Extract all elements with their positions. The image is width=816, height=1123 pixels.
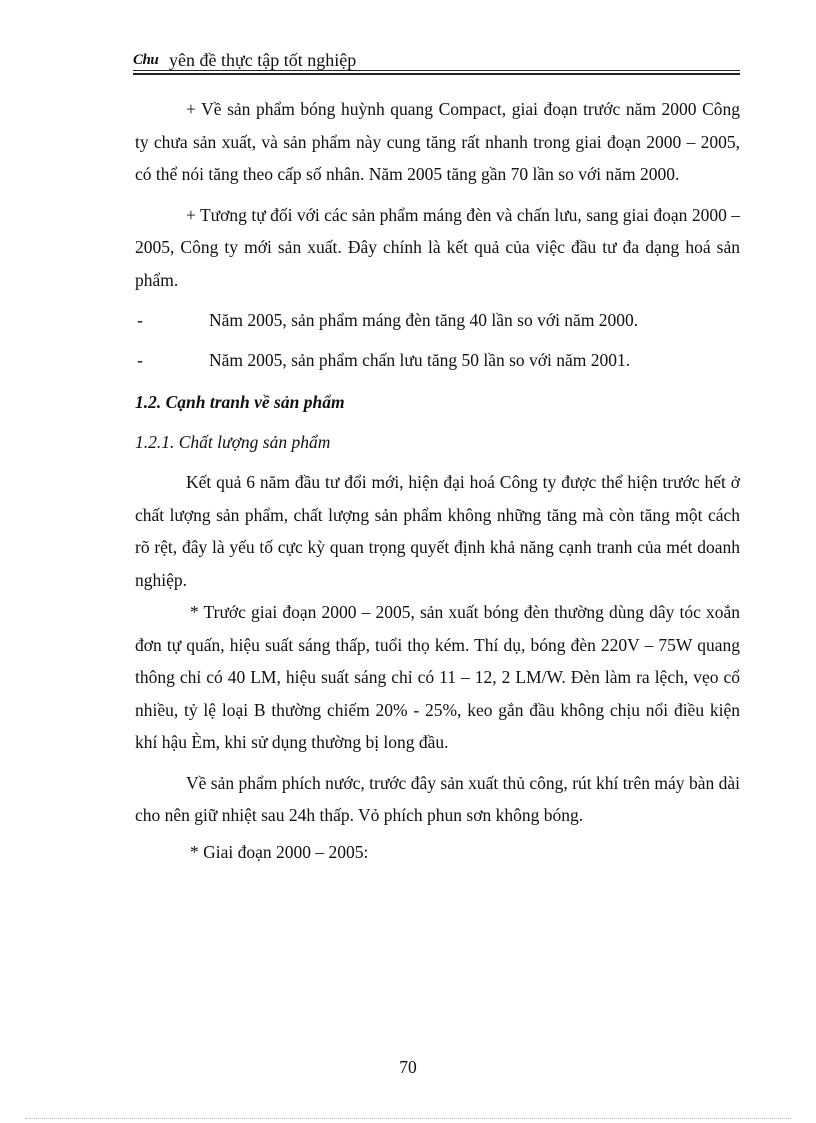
page-number: 70 — [399, 1057, 417, 1077]
header-logo-text: Chu — [133, 52, 159, 68]
list-item-text: Năm 2005, sản phẩm chấn lưu tăng 50 lần so với năm 2001. — [209, 350, 631, 370]
subsection-heading: 1.2.1. Chất lượng sản phẩm — [135, 432, 331, 452]
paragraph-compact: + Về sản phẩm bóng huỳnh quang Compact, giai đoạn trước năm 2000 Công ty chưa sản xuất, và sản phẩm này cung tăng rất nhanh trong giai đoạn 2000 – 2005, có thể nói tăng theo cấp số nhân. Năm 2005 tăng gần 70 lần so với năm 2000. — [135, 99, 740, 184]
paragraph-phich-nuoc: Về sản phẩm phích nước, trước đây sản xuất thủ công, rút khí trên máy bàn dài cho nên giữ nhiệt sau 24h thấp. Vỏ phích phun sơn không bóng. — [135, 772, 740, 825]
list-item — [135, 344, 740, 376]
header-rule — [133, 70, 740, 71]
footer-divider — [25, 1118, 791, 1119]
section-heading: 1.2. Cạnh tranh về sản phẩm — [135, 392, 345, 412]
header-title: yên đề thực tập tốt nghiệp — [169, 50, 357, 70]
paragraph-truoc-giai-doan: * Trước giai đoạn 2000 – 2005, sản xuất bóng đèn thường dùng dây tóc xoắn đơn tự quấn, hiệu suất sáng thấp, tuổi thọ kém. Thí dụ, bóng đèn 220V – 75W quang thông chỉ có 40 LM, hiệu suất sáng chỉ có 11 – 12, 2 LM/W. Đèn làm ra lệch, vẹo cổ nhiều, tỷ lệ loại B thường chiếm 20% - 25%, keo gắn đầu không chịu nổi điều kiện khí hậu Èm, khi sử dụng thường bị long đầu. — [135, 602, 740, 752]
bullet-dash: - — [137, 350, 143, 370]
header-rule-thick — [133, 73, 740, 75]
paragraph-giai-doan: * Giai đoạn 2000 – 2005: — [190, 841, 369, 862]
list-item-text: Năm 2005, sản phẩm máng đèn tăng 40 lần so với năm 2000. — [209, 310, 639, 330]
paragraph-mang-den: + Tương tự đối với các sản phẩm máng đèn và chấn lưu, sang giai đoạn 2000 – 2005, Công ty mới sản xuất. Đây chính là kết quả của việc đầu tư đa dạng hoá sản phẩm. — [135, 204, 740, 290]
page-header — [133, 50, 740, 74]
bullet-dash: - — [137, 310, 143, 330]
list-item — [135, 304, 740, 336]
paragraph-chat-luong: Kết quả 6 năm đầu tư đổi mới, hiện đại hoá Công ty được thể hiện trước hết ở chất lượng sản phẩm, chất lượng sản phẩm không những tăng mà còn tăng một cách rõ rệt, đây là yếu tố cực kỳ quan trọng quyết định khả năng cạnh tranh của mét doanh nghiệp. — [135, 472, 740, 590]
document-body — [135, 93, 740, 868]
